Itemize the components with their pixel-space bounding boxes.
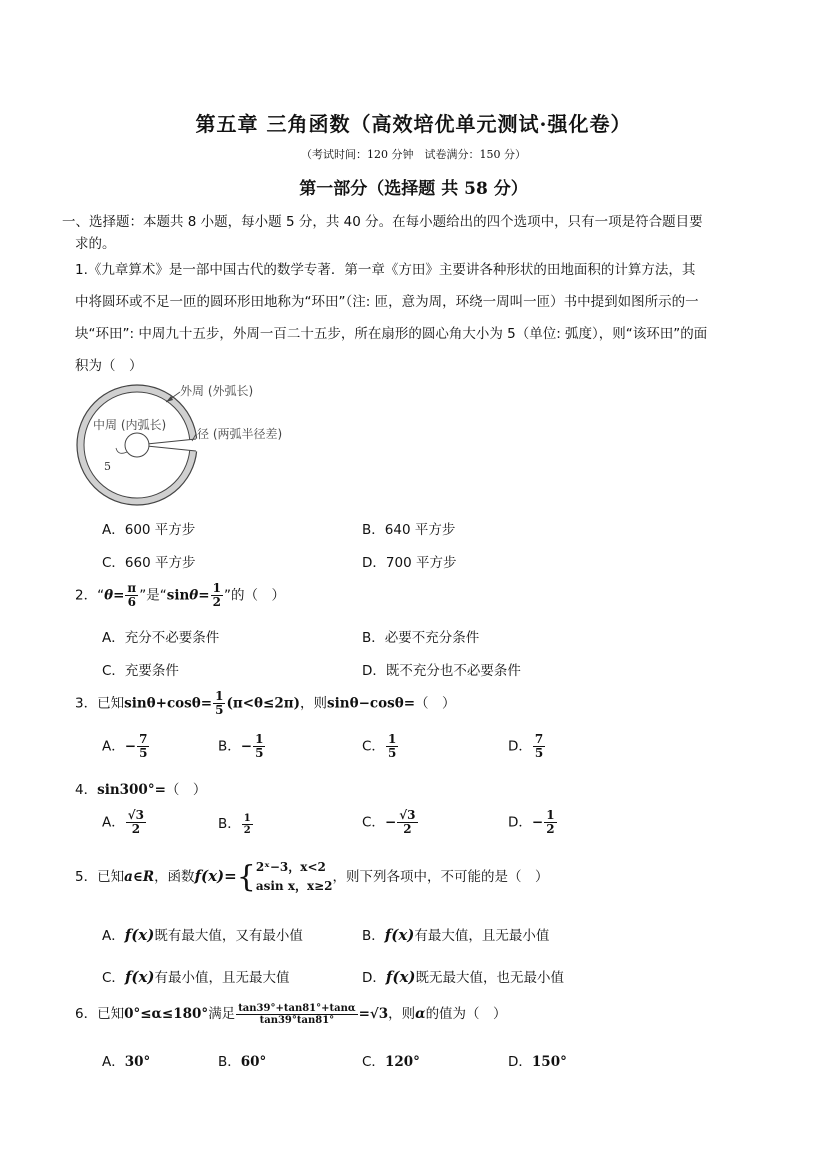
q5-option-a[interactable]: A．f(x)既有最大值，又有最小值 xyxy=(102,926,303,944)
page-title: 第五章 三角函数（高效培优单元测试·强化卷） xyxy=(195,112,632,136)
q6-stem: 6．已知0°≤α≤180°满足 $\frac{\tan 39^\circ+\tan 81^\circ+\tan\alpha}{\tan 39^\circ\tan 81^\circ}$ =√3，则α的值为（ ） xyxy=(75,1002,507,1026)
q2-option-d[interactable]: D．既不充分也不必要条件 xyxy=(362,663,521,679)
q6-option-d[interactable]: D．150° xyxy=(508,1054,567,1070)
exam-info: （考试时间：120 分钟 试卷满分：150 分） xyxy=(301,148,526,161)
q2-option-b[interactable]: B．必要不充分条件 xyxy=(362,630,480,646)
q2-option-a[interactable]: A．充分不必要条件 xyxy=(102,630,220,646)
q1-option-d[interactable]: D．700 平方步 xyxy=(362,555,457,571)
q4-stem: 4．sin300°=（ ） xyxy=(75,782,207,798)
q1-option-b[interactable]: B．640 平方步 xyxy=(362,522,456,538)
q2-stem: 2．“θ= $\frac{\pi}{6}$ ”是“sinθ= $\frac{1}{2}$ ”的（ ） xyxy=(75,581,285,609)
q4-option-a[interactable]: A． $\frac{√3}{2}$ xyxy=(102,808,144,836)
q3-stem: 3．已知sinθ+cosθ= $\frac{1}{5}$ (π<θ≤2π)，则sinθ−cosθ=（ ） xyxy=(75,689,456,717)
inner-arc-label: 中周 (内弧长) xyxy=(93,418,167,432)
part-heading: 第一部分（选择题 共 58 分） xyxy=(299,179,528,199)
q3-option-a[interactable]: A．− $\frac{7}{5}$ xyxy=(102,732,148,760)
q6-option-b[interactable]: B．60° xyxy=(218,1054,267,1070)
q1-line3: 块“环田”: 中周九十五步，外周一百二十五步，所在扇形的圆心角大小为 5（单位: 弧度），则“该环田”的面 xyxy=(75,326,708,342)
q5-option-c[interactable]: C．f(x)有最小值，且无最大值 xyxy=(102,968,290,986)
section-intro-line2: 求的。 xyxy=(75,236,116,252)
q4-option-c[interactable]: C．− $\frac{√3}{2}$ xyxy=(362,808,416,836)
radius-diff-label: 径 (两弧半径差) xyxy=(197,427,283,441)
q5-stem: 5．已知a∈R，函数f(x)={ 2ˣ−3，x<2 asin x，x≥2 ，则下列各项中，不可能的是（ ） xyxy=(75,859,549,895)
q3-option-c[interactable]: C． $\frac{1}{5}$ xyxy=(362,732,397,760)
ring-field-figure xyxy=(72,378,312,510)
q4-option-b[interactable]: B． $\frac{1}{2}$ xyxy=(218,812,251,836)
section-intro-line1: 一、选择题：本题共 8 小题，每小题 5 分，共 40 分。在每小题给出的四个选项中，只有一项是符合题目要 xyxy=(62,214,703,230)
q6-option-c[interactable]: C．120° xyxy=(362,1054,420,1070)
q1-option-a[interactable]: A．600 平方步 xyxy=(102,522,196,538)
q2-option-c[interactable]: C．充要条件 xyxy=(102,663,179,679)
q3-option-b[interactable]: B．− $\frac{1}{5}$ xyxy=(218,732,264,760)
q3-option-d[interactable]: D． $\frac{7}{5}$ xyxy=(508,732,544,760)
outer-arc-label: 外周 (外弧长) xyxy=(180,384,254,398)
q4-option-d[interactable]: D．− $\frac{1}{2}$ xyxy=(508,808,555,836)
q1-line1: 1.《九章算术》是一部中国古代的数学专著．第一章《方田》主要讲各种形状的田地面积的计算方法，其 xyxy=(75,262,696,278)
q5-option-b[interactable]: B．f(x)有最大值，且无最小值 xyxy=(362,926,550,944)
q5-option-d[interactable]: D．f(x)既无最大值，也无最小值 xyxy=(362,968,564,986)
q1-line4: 积为（ ） xyxy=(75,358,143,374)
q1-line2: 中将圆环或不足一匝的圆环形田地称为“环田”（注: 匝，意为周，环绕一周叫一匝）书中提到如图所示的一 xyxy=(75,294,699,310)
q6-option-a[interactable]: A．30° xyxy=(102,1054,151,1070)
q1-option-c[interactable]: C．660 平方步 xyxy=(102,555,196,571)
angle-label: 5 xyxy=(104,460,111,473)
